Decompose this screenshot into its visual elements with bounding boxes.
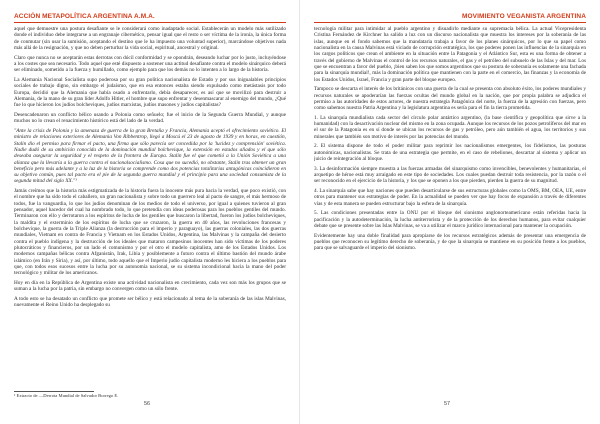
right-paragraph: Tampoco se descarta el interés de los británicos con una guerra de la cual se presenta con absoluto éxito, los poderes mundiales y recursos naturales se apoderarían las fuerzas ocultas del mundo global en la nación, que por propia palabra se adjudica el permiso a las autoridades de estos actores, de nuestra estrategia Patagónica del norte, la fuerza de la agresión con fuerzas, pero como sabemos nuestra Patria Argentina y la legislatura argentina es sería para el fin la tierra prometida. (314, 86, 586, 112)
right-page (300, 0, 600, 424)
right-page-header: MOVIMIENTO VEGANISTA ARGENTINA (462, 13, 586, 20)
right-page-number: 57 (444, 401, 451, 407)
right-paragraph: tecnología militar para intimidar al pueblo argentino y disuadirlo mediante su supremacía bélica. La actual Vicepresidenta Cristina Fernández de Kirchner ha salido a luz con un discurso nacionalista que muestra los intereses por la soberanía de las islas, aunque en el fondo sabemos que la mandataria trabaja a favor de los planes sinárquicos, por lo que su papel como nacionalista en la causa Malvinas está viciado de corrupción estratégica, los que poderes ponen las influencias de la sinarquía en los cargos políticos que crean el ambiente en la situación entre la Patagonia y el Atlántico Sur, esta es una forma de obtener a través del gobierno de Malvinas el control de los recursos naturales, el gas y el petróleo del subsuelo de las Islas y del mar. Los que se encuentran a favor del pueblo, ¡bien saben los que somos argentinos que su postura de soberanía es solamente una fachada para la sinarquía mundial!, más la dominación política que mantienen con la parte en el comercio, las finanzas y la economía de los Estados Unidos, Israel, Francia y gran parte del bloque europeo. (314, 26, 586, 83)
left-paragraph: A todo esto se ha desatado un conflicto que promete ser bélico y está relacionado al tema de la soberanía de las islas Malvinas, nuevamente el Reino Unido ha desplegado su (14, 295, 286, 309)
numbered-paragraph: 5. Las condiciones presentadas entre la ONU por el bloque del sionismo anglonorteamericano están referidas hacia la pacificación y la autodeterminación, la lucha antiterrorista y de la protección de los derechos humanos, para evitar cualquier debate que se presente sobre las Islas Malvinas, se va a utilizar el marco jurídico internacional para mantener la ocupación. (314, 210, 586, 230)
left-paragraph: Claro que nunca no se aceptarán estas derrotas con dócil conformidad y se opondrán, deseando luchar por lo justo, incluyéndose a los costes que sea necesario. Todo aquel que esté dispuesto a sostener una actitud desafiante contra el modelo sinárquico deberá ser eliminado, sometido a la fuerza y humillado, como ejemplo para que los demás no lo intenten a lo largo de la historia. (14, 54, 286, 74)
left-page-body (14, 26, 286, 389)
left-header-rule (14, 22, 286, 23)
left-page-number: 56 (144, 401, 151, 407)
left-paragraph: Hoy en día en la República de Argentina existe una actividad nacionalista en crecimiento, cada vez son más los grupos que se suman a la lucha por la patria, sin embargo no convergen como un sólo frente. (14, 279, 286, 293)
left-paragraph: La Alemania Nacional Socialista supo poderosa por su gran política nacionalista de Estado y por sus inigualables principios sociales de trabajo digno, sin embargo el judaísmo, que en esa entonces estaba siendo expulsado como metástasis por todo Europa, decidió que la Alemania que había osado a enfrentarlo, debía desaparecer, es así que se movilizó para destruir a Alemania, de la mano de su gran líder Adolfo Hitler, el hombre que supo enfrentar y desenmascarar al enemigo del mundo, ¿Qué fue lo que hicieron los judíos bolcheviques, judíos marxistas, judíos masones y judíos capitalistas? (14, 76, 286, 109)
numbered-paragraph: 2. El sistema dispone de todo el poder militar para reprimir los nacionalismos emergentes, los fidelismos, las posturas autonómicas, nacionalistas. Se trata de una estrategia que permite, en el caso de rebeliones, descartar al sistema y aplicar un juicio de reintegración al bloque. (314, 143, 586, 163)
right-paragraph: Evidentemente hay una doble finalidad para apropiarse de los recursos estratégicos además de presentar una emergencia de pueblos que reconocen su legítimo derecho de soberanía, y de que la sinarquía se mantiene en su posición frente a los pueblos, para que se salvaguarde el imperio del sionismo. (314, 232, 586, 252)
numbered-paragraph: 4. La sinarquía sabe que hay naciones que pueden desarticularse de sus estructuras globales como la OMS, BM, OEA, UE, entre otros para mantener sus estrategias de poder. En la actualidad se pueden ver que hay focos de expansión a través de diferentes vías y de esta manera se pueden estructurar bajo la esfera de la sinarquía. (314, 188, 586, 207)
right-page-body (314, 26, 586, 395)
left-paragraph: Jamás creímos que la historia más estigmatizada de la historia fuera la inocente más pura hacia la verdad, que poco existió, con el nombre que ha sido todo el caballero, un gran nacionalista y sobre todo un guerrero leal al pacto de sangre, el más hermoso de todos, fue la vanguardia, lo que los judíos denominan de los medios de todo el universo, por igual a quienes tuvieron al gran pensador, aquel hacedor del cual ha nombrado todo, lo que pretendía con ideas poderosas para los pueblos gentiles del mundo. Terminaron con ello y derrotaron a los espíritus de lucha de los gentiles que buscaron la libertad, fueron los judíos bolcheviques, la maldita y el exterminio de los espíritus de lucha que se cruzaron, la guerra en 40 años, las revoluciones francesas y bolchevique, la guerra de la Triple Alianza (la destrucción para el imperio y paraguayo), las guerras coloniales, las dos guerras mundiales, Vietnam en contra de Francia y Vietnam en los Estados Unidos, Argentina, las Malvinas y la campaña del desierto contra el pueblo indígena y la destrucción de los ideales que mataron campesinos inocentes han sido víctimas de los poderes plutocráticos y financieros, por un lado el comunismo y por el otro el modelo capitalista, amo de los Estados Unidos. Los modernos campañas bélicas contra Afganistán, Irak, Libia y posiblemente a futuro contra el último bastión del mundo árabe islámico (en Irán y Siria), y así, por último, todo aquello que el Imperio judío capitalista moderno les hiciera a los pueblos para que, con todos esos sucesos entre la lucha por su autonomía nacional, se su sistema incondicional hacia la mano del poder tecnológico y militar de los americanos. (14, 188, 286, 277)
footnote: ¹ Extracto de —Derrota Mundial de Salvador Borrego E. (14, 393, 119, 398)
numbered-paragraph: 3. La desinformación siempre muestra a las fuerzas armadas del sinarquismo como invencibles, benevolentes y humanitarias, el arquetipo de héroe está muy arraigado en este tipo de sociedades. Los cuales puedan destruir toda resistencia, por la razón o el ser reconocido en el ejercicio de la historia, y los que se oponen a los que pierden, pierden la guerra de su magnitud. (314, 165, 586, 185)
left-paragraph: Desencadenaron un conflicto bélico usando a Polonia como señuelo; fue el inicio de la Segunda Guerra Mundial, y aunque muchos no lo crean el renacimiento histórico está del lado de la verdad. (14, 111, 286, 125)
left-page-header: ACCIÓN METAPOLÍTICA ARGENTINA A.M.A. (14, 13, 155, 20)
left-quote-paragraph: "Ante la crisis de Polonia y la amenaza de guerra de la gran Bretaña y Francia, Alemania aceptó el ofrecimiento soviético. El ministro de relaciones exteriores de Alemania Von Ribbentrop, llegó a Moscú el 23 de agosto de 1939 y en horas, en cuestión, Stalin dio el permiso para firmar el pacto, una firma que sólo parecía ser concedida por la 'lucidez y comprensión' soviética. Nadie dudó de su ambición conocida de la dominación mundial bolchevique, la extensión en estados aliados y el que sólo deseaba asegurar la seguridad y el respeto de la frontera de Europa. Stalin fue el que cometió a la Unión Soviética a una alianza que la llevaría a la guerra contra el nacionalsocialismo. Cosa que no sucedió, no obstante, Stalin tras obtener un gran beneficio pero más adelante y a la luz de la historia se comprende como dos potencias totalitarias antagónicas coincidieron en su objetivo común, pues tal pacto era el pie de la segunda guerra mundial y el principio para una sociedad consumista de la segunda mitad del siglo XX."¹ (14, 127, 286, 185)
right-header-rule (314, 22, 586, 23)
left-paragraph: aquel que demuestre una postura desafiante se le considerará como inadaptado social. Establecerán un modelo más sutilizado donde el individuo debe integrarse a un engranaje cibernético, pensar igual que el resto o ser víctima de la ironía, la única forma de conmutar (sin usar la sumisión, aceptando el destino que le ha impuesto una voluntad superior), marcándose objetivos nada más allá de la resignación, y que no deben perturbar la vida social, espiritual, ancestral y original. (14, 26, 286, 51)
footnote-rule (14, 391, 94, 392)
numbered-paragraph: 1. La sinarquía mundialista cada sector del círculo polar antártico argentino, (la base científica y geopolítica que sirve a la humanidad) con la desactivación nuclear del mismo en la zona ocupada. Aunque los recursos de los pozos petrolíferos del mar en el sur de la Patagonia es en sí donde se ubican los recursos de gas y petróleo, pero aún también el agua, los territorios y sus minerales que también son motivo de interés por las potencias del mundo. (314, 114, 586, 140)
